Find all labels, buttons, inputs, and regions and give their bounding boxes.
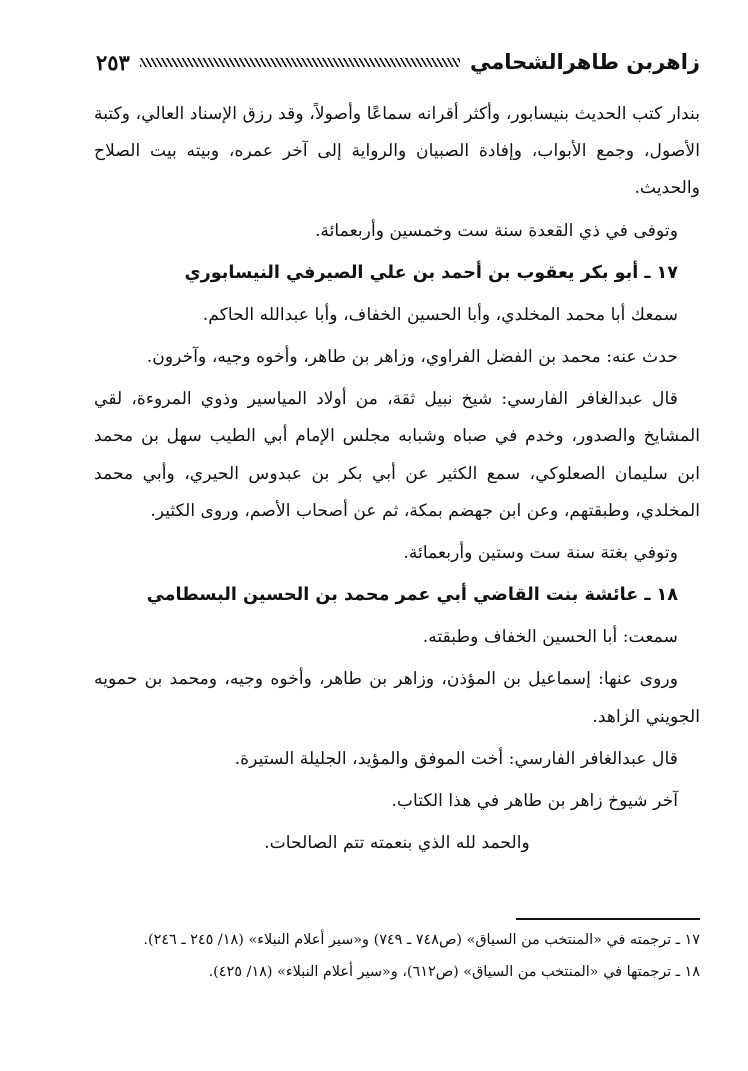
entry-18-heard: سمعت: أبا الحسين الخفاف وطبقته. <box>422 627 678 648</box>
entry-18-narrated: وروى عنها: إسماعيل بن المؤذن، وزاهر بن طاهر، وأخوه وجيه، ومحمد بن حمويه الجويني الزاهد. <box>94 669 700 727</box>
entry-17-narrated: حدث عنه: محمد بن الفضل الفراوي، وزاهر بن طاهر، وأخوه وجيه، وآخرون. <box>146 347 678 368</box>
page-header <box>96 42 700 82</box>
body-text <box>94 96 700 867</box>
entry-18-quote: قال عبدالغافر الفارسي: أخت الموفق والمؤيد، الجليلة الستيرة. <box>234 748 678 769</box>
entry-17-quote: قال عبدالغافر الفارسي: شيخ نبيل ثقة، من أولاد المياسير وذوي المروءة، لقي المشايخ والصدور، وخدم في صباه وشبابه مجلس الإمام أبي الطيب سهل بن محمد ابن سليمان الصعلوكي، سمع الكثير عن أبي بكر بن عبدوس الحيري، وأبي محمد المخلدي، وطبقتهم، وعن ابن جهضم بمكة، ثم عن أصحاب الأصم، وروى الكثير. <box>94 389 700 521</box>
running-title: زاهربن طاهرالشحامي <box>469 50 700 74</box>
footnotes <box>88 926 700 990</box>
footnote-divider <box>516 918 700 920</box>
footnote-17: ١٧ ـ ترجمته في «المنتخب من السياق» (ص٧٤٨ ـ ٧٤٩) و«سير أعلام النبلاء» (١٨/ ٢٤٥ ـ ٢٤٦). <box>143 932 700 948</box>
entry-18-heading: ١٨ ـ عائشة بنت القاضي أبي عمر محمد بن الحسين البسطامي <box>146 585 678 606</box>
paragraph-continuation: بندار كتب الحديث بنيسابور، وأكثر أقرانه سماعًا وأصولاً، وقد رزق الإسناد العالي، وكتبة الأصول، وجمع الأبواب، وإفادة الصبيان والرواية إلى آخر عمره، وبيته بيت الصلاح والحديث. <box>94 104 700 199</box>
page-number: ٢٥٣ <box>96 49 130 75</box>
entry-17-heard: سمعك أبا محمد المخلدي، وأبا الحسين الخفاف، وأبا عبدالله الحاكم. <box>202 304 678 325</box>
entry-17-death: وتوفي بغتة سنة ست وستين وأربعمائة. <box>403 543 678 564</box>
paragraph-death-note: وتوفى في ذي القعدة سنة ست وخمسين وأربعمائة. <box>314 220 678 241</box>
footnote-18: ١٨ ـ ترجمتها في «المنتخب من السياق» (ص٦١٢)، و«سير أعلام النبلاء» (١٨/ ٤٢٥). <box>208 964 700 980</box>
entry-17-heading: ١٧ ـ أبو بكر يعقوب بن أحمد بن علي الصيرفي النيسابوري <box>184 262 678 283</box>
last-shaykh-note: آخر شيوخ زاهر بن طاهر في هذا الكتاب. <box>391 791 678 812</box>
closing-line: والحمد لله الذي بنعمته تتم الصالحات. <box>264 833 530 854</box>
header-hatch-rule <box>140 58 460 67</box>
